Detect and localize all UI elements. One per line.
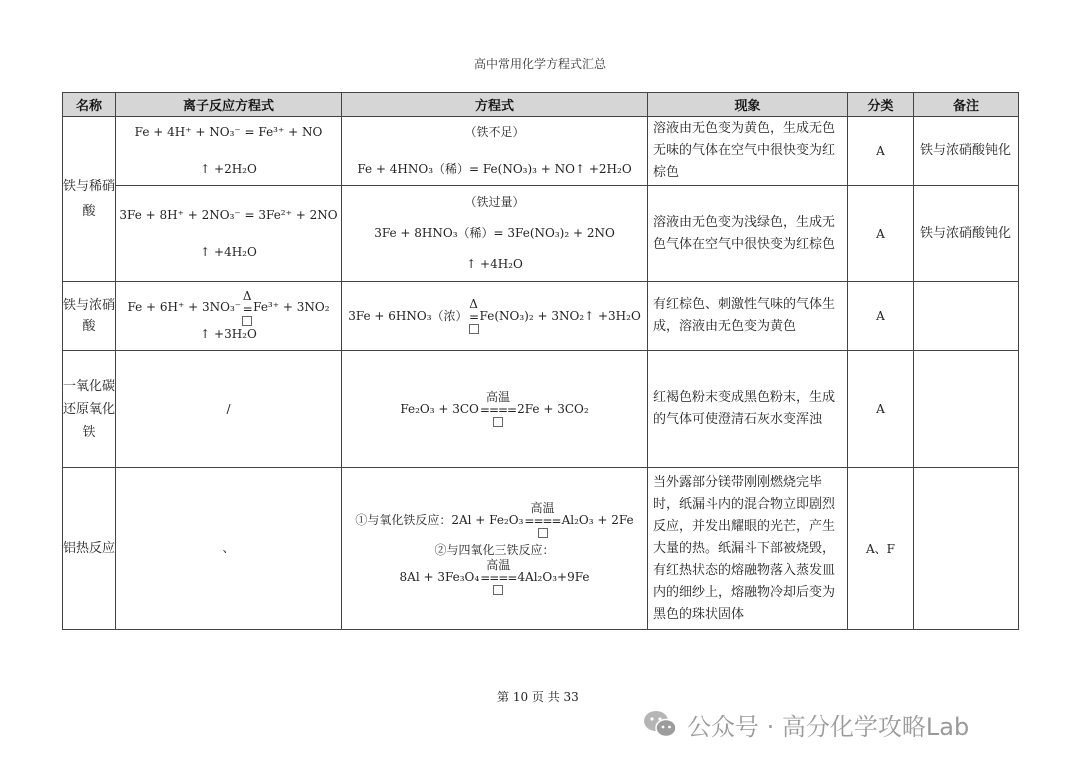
equation-line: 3Fe + 8HNO₃（稀）= 3Fe(NO₃)₂ + 2NO [374, 226, 615, 240]
table-row [63, 468, 1019, 630]
placeholder-box-icon [538, 528, 548, 538]
category: A [848, 351, 914, 468]
header-category: 分类 [848, 93, 914, 117]
condition-label: 高温 [530, 501, 555, 515]
condition-label: 高温 [485, 390, 510, 404]
category: A [848, 186, 914, 282]
ionic-equation [116, 282, 342, 351]
ionic-equation [116, 117, 342, 186]
table-row [63, 351, 1019, 468]
equation-lhs: 8Al + 3Fe₃O₄ [399, 569, 480, 584]
note [914, 351, 1019, 468]
header-equation: 方程式 [342, 93, 648, 117]
condition-label: （铁不足） [464, 125, 525, 139]
ionic-rhs: Fe³⁺ + 3NO₂ [253, 300, 330, 314]
table-row [63, 186, 1019, 282]
chemical-equation [342, 351, 648, 468]
note [914, 468, 1019, 630]
heat-condition: Δ = [469, 298, 479, 334]
chemical-equation [342, 282, 648, 351]
high-temp-condition: 高温 ==== [480, 559, 516, 595]
row-name: 铁与稀硝酸 [63, 117, 116, 282]
note: 铁与浓硝酸钝化 [914, 186, 1019, 282]
equation-lhs: ①与氧化铁反应：2Al + Fe₂O₃ [355, 512, 524, 527]
phenomenon: 当外露部分镁带刚刚燃烧完毕时，纸漏斗内的混合物立即剧烈反应，并发出耀眼的光芒，产生大量的热。纸漏斗下部被烧毁，有红热状态的熔融物落入蒸发皿内的细纱上，熔融物冷却后变为黑色的珠状固体 [648, 468, 848, 630]
table-row [63, 282, 1019, 351]
table-row [63, 117, 1019, 186]
header-name: 名称 [63, 93, 116, 117]
delta-symbol: Δ [469, 297, 478, 311]
ionic-line: ↑ +3H₂O [200, 326, 257, 341]
header-ionic: 离子反应方程式 [116, 93, 342, 117]
condition-label: （铁过量） [464, 195, 525, 209]
phenomenon: 有红棕色、刺激性气味的气体生成，溶液由无色变为黄色 [648, 282, 848, 351]
category: A [848, 117, 914, 186]
ionic-equation: / [116, 351, 342, 468]
category: A [848, 282, 914, 351]
chemical-equation [342, 186, 648, 282]
equation-rhs: 2Fe + 3CO₂ [517, 401, 589, 416]
ionic-line: 3Fe + 8H⁺ + 2NO₃⁻ = 3Fe²⁺ + 2NO [119, 207, 338, 222]
row-name: 铁与浓硝酸 [63, 282, 116, 351]
equation-lhs: 3Fe + 6HNO₃（浓） [348, 308, 468, 323]
note [914, 282, 1019, 351]
header-note: 备注 [914, 93, 1019, 117]
ionic-lhs: Fe + 6H⁺ + 3NO₃⁻ [127, 300, 242, 314]
condition-label: 高温 [486, 558, 511, 572]
phenomenon: 红褐色粉末变成黑色粉末，生成的气体可使澄清石灰水变浑浊 [648, 351, 848, 468]
delta-symbol: Δ [242, 288, 252, 303]
high-temp-condition: 高温 ==== [524, 502, 560, 538]
chemical-equation [342, 117, 648, 186]
equation-rhs: 4Al₂O₃+9Fe [517, 569, 590, 584]
equation-label: ②与四氧化三铁反应： [434, 543, 555, 557]
ionic-equation [116, 186, 342, 282]
chemical-equation [342, 468, 648, 630]
page-title: 高中常用化学方程式汇总 [473, 57, 606, 71]
heat-condition: Δ = [242, 290, 252, 326]
table-header-row [63, 93, 1019, 117]
row-name: 一氧化碳还原氧化铁 [63, 351, 116, 468]
page-number: 第 10 页 共 33 [497, 690, 579, 704]
category: A、F [848, 468, 914, 630]
phenomenon: 溶液由无色变为浅绿色，生成无色气体在空气中很快变为红棕色 [648, 186, 848, 282]
watermark [643, 704, 969, 744]
equation-line: ↑ +4H₂O [466, 257, 523, 271]
watermark-text: 公众号 · 高分化学攻略Lab [687, 712, 970, 741]
header-phenomenon: 现象 [648, 93, 848, 117]
equation-lhs: Fe₂O₃ + 3CO [400, 401, 479, 416]
note: 铁与浓硝酸钝化 [914, 117, 1019, 186]
equation-rhs: Fe(NO₃)₂ + 3NO₂↑ +3H₂O [479, 308, 641, 323]
high-temp-condition: 高温 ==== [480, 391, 516, 427]
wechat-icon [643, 709, 677, 739]
equation-rhs: Al₂O₃ + 2Fe [561, 512, 634, 527]
phenomenon: 溶液由无色变为黄色，生成无色无味的气体在空气中很快变为红棕色 [648, 117, 848, 186]
placeholder-box-icon [493, 585, 503, 595]
equation-line: Fe + 4HNO₃（稀）= Fe(NO₃)₃ + NO↑ +2H₂O [357, 162, 632, 176]
placeholder-box-icon [469, 324, 479, 334]
ionic-line: ↑ +2H₂O [200, 162, 257, 176]
ionic-line: ↑ +4H₂O [200, 244, 257, 259]
placeholder-box-icon [242, 316, 252, 326]
equation-table [62, 92, 1019, 630]
ionic-equation: 、 [116, 468, 342, 630]
placeholder-box-icon [493, 417, 503, 427]
row-name: 铝热反应 [63, 468, 116, 630]
ionic-line: Fe + 4H⁺ + NO₃⁻ = Fe³⁺ + NO [134, 125, 323, 139]
